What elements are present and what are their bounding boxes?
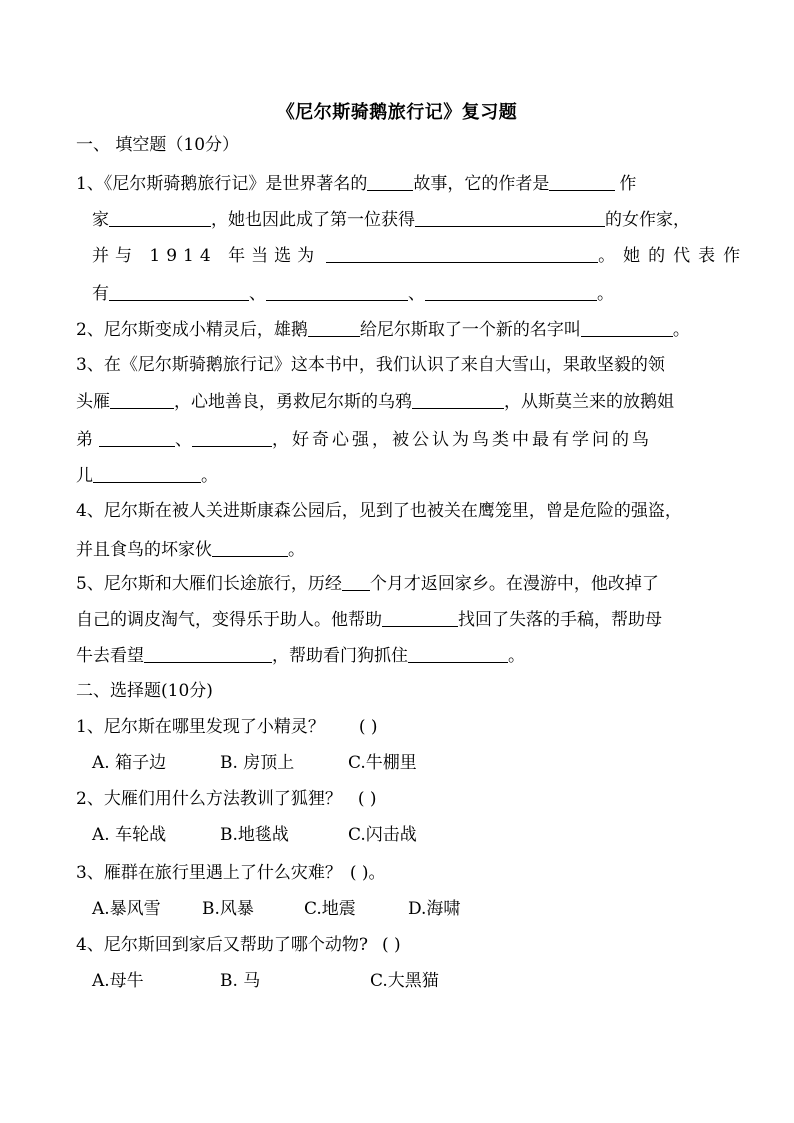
q5-text: 自己的调皮淘气，变得乐于助人。他帮助 <box>76 610 382 630</box>
q3-text: ，从斯莫兰来的放鹅姐 <box>504 392 674 412</box>
mc-question-text: 4、尼尔斯回到家后又帮助了哪个动物? <box>76 935 368 955</box>
answer-blank[interactable] <box>93 464 201 483</box>
q5-text: 牛去看望 <box>76 646 144 666</box>
q2-text: 2、尼尔斯变成小精灵后，雄鹅 <box>76 320 308 340</box>
option-b[interactable]: B. 马 <box>220 971 261 991</box>
q1-text: 家 <box>92 210 109 230</box>
answer-blank[interactable] <box>408 644 508 663</box>
mc-question-3 <box>76 862 386 884</box>
question-5-line-3 <box>76 644 525 667</box>
answer-blank[interactable] <box>192 428 272 447</box>
mc-question-2 <box>76 788 377 810</box>
question-1-line-2 <box>92 208 690 231</box>
q1-text: 。 <box>597 284 614 304</box>
q1-text: ，她也因此成了第一位获得 <box>211 210 415 230</box>
q2-text: 给尼尔斯取了一个新的名字叫 <box>359 320 581 340</box>
mc-options-2 <box>92 824 417 846</box>
answer-blank[interactable] <box>99 428 175 447</box>
answer-blank[interactable] <box>412 390 504 409</box>
answer-parentheses[interactable]: ( )。 <box>349 863 386 883</box>
mc-options-4 <box>92 970 439 992</box>
option-b[interactable]: B.地毯战 <box>220 825 289 845</box>
mc-question-text: 3、雁群在旅行里遇上了什么灾难？ <box>76 863 342 883</box>
answer-blank[interactable] <box>144 644 272 663</box>
answer-blank[interactable] <box>266 282 408 301</box>
q1-text: 的女作家， <box>605 210 690 230</box>
page-title: 《尼尔斯骑鹅旅行记》复习题 <box>276 102 518 123</box>
q3-text: 弟 <box>76 430 93 450</box>
q4-text: 。 <box>288 540 305 560</box>
mc-question-1 <box>76 716 378 738</box>
q5-text: 个月才返回家乡。在漫游中，他改掉了 <box>369 574 659 594</box>
answer-blank[interactable] <box>342 572 370 591</box>
question-4-line-1: 4、尼尔斯在被人关进斯康森公园后，见到了也被关在鹰笼里，曾是危险的强盗， <box>76 501 682 521</box>
section-heading-fill-blank: 一、 填空题（10分） <box>76 135 240 155</box>
q4-text: 并且食鸟的坏家伙 <box>76 540 212 560</box>
q1-text: 、 <box>408 284 425 304</box>
question-3-line-3 <box>76 428 652 451</box>
q1-text: 有 <box>92 284 109 304</box>
q1-text: 故事，它的作者是 <box>413 174 550 194</box>
q3-text: 头雁 <box>76 392 110 412</box>
answer-parentheses[interactable]: ( ) <box>381 935 401 955</box>
answer-blank[interactable] <box>367 172 413 191</box>
question-4-line-2 <box>76 538 305 561</box>
mc-question-text: 1、尼尔斯在哪里发现了小精灵？ <box>76 717 325 737</box>
option-b[interactable]: B. 房顶上 <box>220 753 295 773</box>
option-a[interactable]: A.母牛 <box>92 971 144 991</box>
question-5-line-1 <box>76 572 659 595</box>
question-1-line-3 <box>92 244 748 267</box>
answer-blank[interactable] <box>326 244 598 263</box>
q5-text: ，帮助看门狗抓住 <box>272 646 408 666</box>
q1-text: 并与 1914 年当选为 <box>92 246 321 266</box>
q3-text: 儿 <box>76 466 93 486</box>
q3-text: 、 <box>175 430 192 450</box>
mc-options-3 <box>92 898 460 920</box>
q5-text: 找回了失落的手稿，帮助母 <box>458 610 662 630</box>
question-5-line-2 <box>76 608 662 631</box>
option-d[interactable]: D.海啸 <box>408 899 461 919</box>
option-b[interactable]: B.风暴 <box>202 899 254 919</box>
answer-blank[interactable] <box>308 318 360 337</box>
q3-text: ，好奇心强，被公认为鸟类中最有学问的鸟 <box>272 430 652 450</box>
question-2 <box>76 318 690 341</box>
option-a[interactable]: A. 车轮战 <box>92 825 167 845</box>
question-3-line-1: 3、在《尼尔斯骑鹅旅行记》这本书中，我们认识了来自大雪山，果敢坚毅的领 <box>76 355 665 375</box>
answer-blank[interactable] <box>581 318 673 337</box>
option-c[interactable]: C.地震 <box>304 899 356 919</box>
answer-blank[interactable] <box>212 538 288 557</box>
question-3-line-4 <box>76 464 218 487</box>
mc-question-4 <box>76 934 401 956</box>
q2-text: 。 <box>672 320 690 340</box>
answer-blank[interactable] <box>110 390 174 409</box>
q1-text: 、 <box>249 284 266 304</box>
answer-parentheses[interactable]: ( ) <box>358 717 378 737</box>
mc-question-text: 2、大雁们用什么方法教训了狐狸？ <box>76 789 342 809</box>
answer-parentheses[interactable]: ( ) <box>357 789 377 809</box>
q1-text: 。她的代表作 <box>598 246 749 266</box>
question-3-line-2 <box>76 390 674 413</box>
answer-blank[interactable] <box>109 282 249 301</box>
q5-text: 5、尼尔斯和大雁们长途旅行，历经 <box>76 574 342 594</box>
q3-text: ，心地善良，勇救尼尔斯的乌鸦 <box>174 392 412 412</box>
question-1-line-4 <box>92 282 614 305</box>
option-a[interactable]: A. 箱子边 <box>92 753 167 773</box>
option-c[interactable]: C.牛棚里 <box>348 753 417 773</box>
answer-blank[interactable] <box>109 208 211 227</box>
answer-blank[interactable] <box>549 172 615 191</box>
mc-options-1 <box>92 752 417 774</box>
section-heading-multiple-choice: 二、选择题(10分) <box>76 681 213 701</box>
q1-text: 1、《尼尔斯骑鹅旅行记》是世界著名的 <box>76 174 368 194</box>
answer-blank[interactable] <box>415 208 605 227</box>
option-c[interactable]: C.闪击战 <box>348 825 417 845</box>
q1-text: 作 <box>619 174 637 194</box>
answer-blank[interactable] <box>425 282 597 301</box>
option-c[interactable]: C.大黑猫 <box>370 971 439 991</box>
option-a[interactable]: A.暴风雪 <box>92 899 161 919</box>
answer-blank[interactable] <box>382 608 458 627</box>
q5-text: 。 <box>508 646 525 666</box>
q3-text: 。 <box>201 466 218 486</box>
question-1-line-1 <box>76 172 636 195</box>
